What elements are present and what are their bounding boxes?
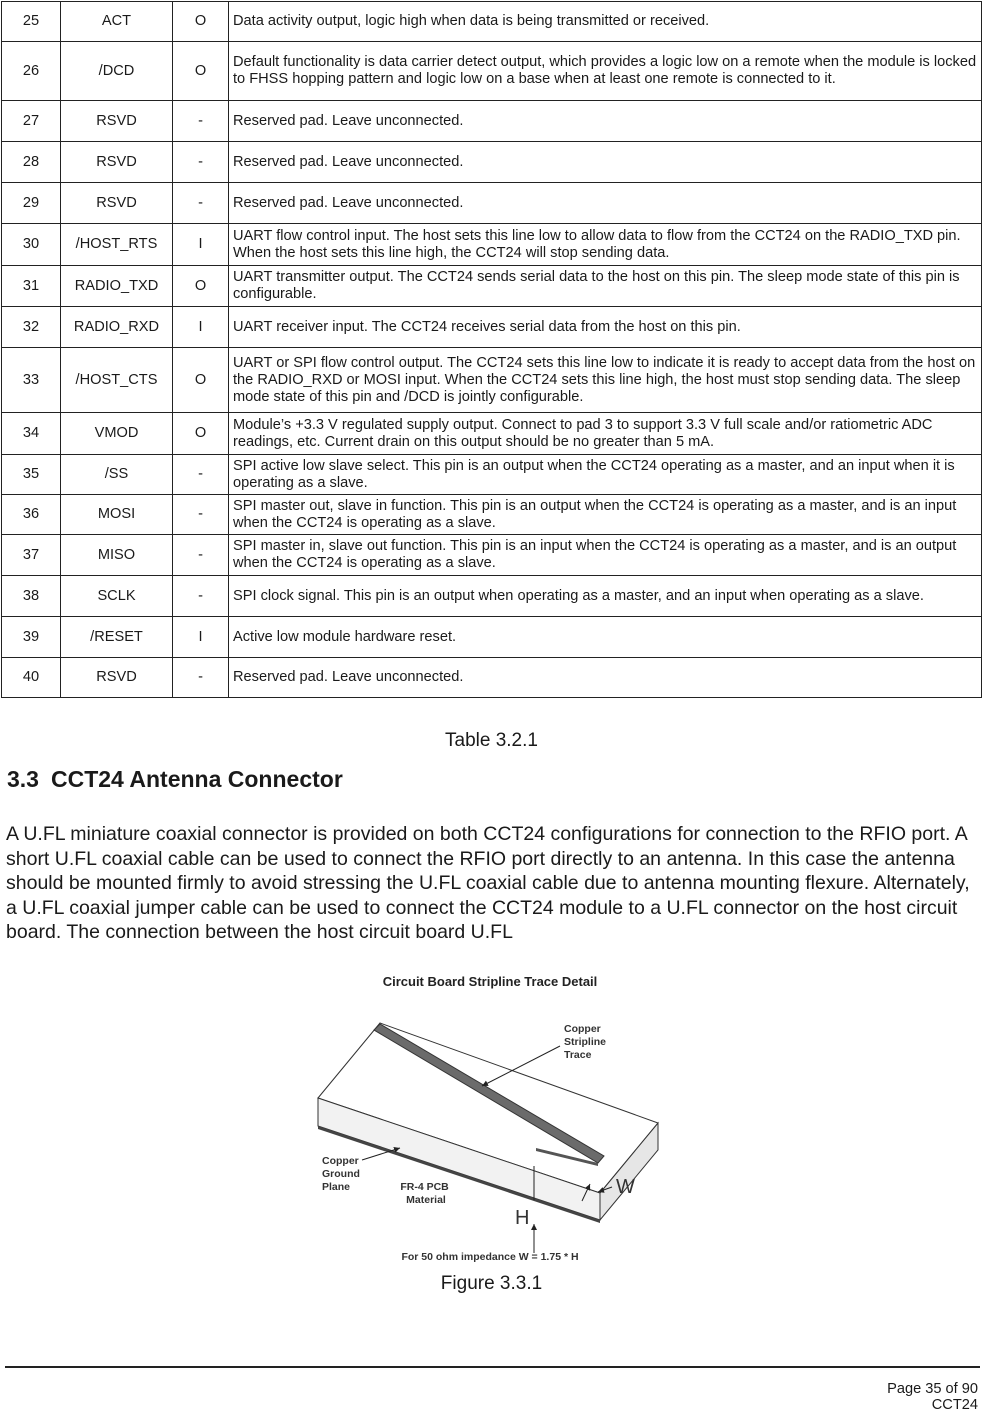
table-row xyxy=(2,266,982,307)
pin-number: 39 xyxy=(2,617,61,658)
table-row xyxy=(2,2,982,42)
pin-type: I xyxy=(173,224,229,266)
pin-number: 27 xyxy=(2,101,61,142)
pin-name: VMOD xyxy=(61,413,173,455)
pin-number: 37 xyxy=(2,535,61,576)
table-row xyxy=(2,658,982,698)
pin-description: Active low module hardware reset. xyxy=(229,617,982,658)
pin-type: O xyxy=(173,42,229,101)
pin-name: RSVD xyxy=(61,101,173,142)
table-row xyxy=(2,183,982,224)
svg-text:FR-4 PCB Material xyxy=(400,1181,451,1206)
pin-description: SPI clock signal. This pin is an output when operating as a master, and an input when operating as a slave. xyxy=(229,576,982,617)
table-row xyxy=(2,101,982,142)
pin-type: - xyxy=(173,101,229,142)
pin-number: 34 xyxy=(2,413,61,455)
pin-number: 28 xyxy=(2,142,61,183)
table-row xyxy=(2,224,982,266)
document-name: CCT24 xyxy=(931,1397,978,1413)
figure-caption: Figure 3.3.1 xyxy=(440,1273,543,1294)
pin-name: MISO xyxy=(61,535,173,576)
pin-description: UART transmitter output. The CCT24 sends serial data to the host on this pin. The sleep mode state of this pin is configurable. xyxy=(229,266,982,307)
dimension-w-label: W xyxy=(616,1176,635,1198)
pin-description: Reserved pad. Leave unconnected. xyxy=(229,658,982,698)
pin-type: O xyxy=(173,413,229,455)
pin-description: Data activity output, logic high when data is being transmitted or received. xyxy=(229,2,982,42)
pin-type: - xyxy=(173,455,229,495)
pin-description: SPI master out, slave in function. This pin is an output when the CCT24 is operating as a master, and is an input when the CCT24 is operating as a slave. xyxy=(229,495,982,535)
table-row xyxy=(2,413,982,455)
table-row xyxy=(2,455,982,495)
trace-label-line2: Stripline xyxy=(564,1036,607,1048)
pin-type: - xyxy=(173,142,229,183)
pin-description: SPI master in, slave out function. This pin is an input when the CCT24 is operating as a master, and is an output when the CCT24 is operating as a slave. xyxy=(229,535,982,576)
footer-divider xyxy=(5,1366,980,1368)
ground-label-line1: Copper xyxy=(322,1155,359,1167)
pin-number: 38 xyxy=(2,576,61,617)
pin-type: - xyxy=(173,495,229,535)
table-row xyxy=(2,495,982,535)
pin-name: RADIO_RXD xyxy=(61,307,173,348)
pin-type: - xyxy=(173,576,229,617)
pin-number: 36 xyxy=(2,495,61,535)
pin-type: O xyxy=(173,348,229,413)
pin-name: /HOST_CTS xyxy=(61,348,173,413)
ground-label-line2: Ground xyxy=(322,1168,360,1180)
pin-name: RADIO_TXD xyxy=(61,266,173,307)
pin-name: /HOST_RTS xyxy=(61,224,173,266)
table-row xyxy=(2,307,982,348)
ground-label-line3: Plane xyxy=(322,1181,351,1193)
trace-label-line3: Trace xyxy=(564,1049,592,1061)
pin-name: /SS xyxy=(61,455,173,495)
pin-number: 32 xyxy=(2,307,61,348)
table-row xyxy=(2,535,982,576)
impedance-formula: For 50 ohm impedance W = 1.75 * H xyxy=(401,1251,579,1263)
pin-description: UART flow control input. The host sets this line low to allow data to flow from the CCT24 on the RADIO_TXD pin. When the host sets this line high, the CCT24 will stop sending data. xyxy=(229,224,982,266)
pin-name: /DCD xyxy=(61,42,173,101)
svg-text:Copper Ground Plane xyxy=(322,1155,363,1193)
pin-number: 35 xyxy=(2,455,61,495)
pin-type: O xyxy=(173,266,229,307)
pin-description: Reserved pad. Leave unconnected. xyxy=(229,183,982,224)
pin-description: Module’s +3.3 V regulated supply output. Connect to pad 3 to support 3.3 V full scale and/or ratiometric ADC readings, etc. Current drain on this output should be no greater than 5 mA. xyxy=(229,413,982,455)
pin-name: MOSI xyxy=(61,495,173,535)
pin-type: O xyxy=(173,2,229,42)
pin-name: RSVD xyxy=(61,183,173,224)
pin-name: ACT xyxy=(61,2,173,42)
section-title: CCT24 Antenna Connector xyxy=(50,766,343,792)
material-label-line1: FR-4 PCB xyxy=(400,1181,449,1193)
pin-type: - xyxy=(173,658,229,698)
pin-type: - xyxy=(173,535,229,576)
pin-number: 31 xyxy=(2,266,61,307)
pin-number: 40 xyxy=(2,658,61,698)
pin-type: I xyxy=(173,307,229,348)
table-row xyxy=(2,348,982,413)
table-caption: Table 3.2.1 xyxy=(445,730,538,751)
pin-number: 33 xyxy=(2,348,61,413)
pin-description: Reserved pad. Leave unconnected. xyxy=(229,101,982,142)
pin-name: /RESET xyxy=(61,617,173,658)
section-number: 3.3 xyxy=(7,766,39,792)
pin-description: SPI active low slave select. This pin is an output when the CCT24 operating as a master, and an input when it is operating as a slave. xyxy=(229,455,982,495)
pin-description: UART or SPI flow control output. The CCT24 sets this line low to indicate it is ready to accept data from the host on the RADIO_RXD or MOSI input. When the CCT24 sets this line high, the host must stop sending data. The sleep mode state of this pin and /DCD is jointly configurable. xyxy=(229,348,982,413)
stripline-figure xyxy=(300,968,680,1268)
section-paragraph: A U.FL miniature coaxial connector is provided on both CCT24 configurations for connection to the RFIO port. A short U.FL coaxial cable can be used to connect the RFIO port directly to an antenna. In this case the antenna should be mounted firmly to avoid stressing the U.FL coaxial cable due to antenna mounting flexure. Alternately, a U.FL coaxial jumper cable can be used to connect the CCT24 module to a U.FL connector on the host circuit board. The connection between the host circuit board U.FL xyxy=(6,823,970,943)
trace-label-line1: Copper xyxy=(564,1023,601,1035)
pin-description: UART receiver input. The CCT24 receives serial data from the host on this pin. xyxy=(229,307,982,348)
table-row xyxy=(2,42,982,101)
pin-type: - xyxy=(173,183,229,224)
pin-type: I xyxy=(173,617,229,658)
pin-name: SCLK xyxy=(61,576,173,617)
section-heading xyxy=(7,766,343,793)
pin-description: Default functionality is data carrier detect output, which provides a logic low on a remote when the module is locked to FHSS hopping pattern and logic low on a base when at least one remote is connected to it. xyxy=(229,42,982,101)
figure-title: Circuit Board Stripline Trace Detail xyxy=(382,974,598,989)
dimension-h-label: H xyxy=(515,1207,530,1229)
page-footer xyxy=(887,1381,978,1413)
table-row xyxy=(2,142,982,183)
pin-name: RSVD xyxy=(61,658,173,698)
pin-number: 25 xyxy=(2,2,61,42)
pin-name: RSVD xyxy=(61,142,173,183)
pin-table xyxy=(1,1,982,698)
table-row xyxy=(2,576,982,617)
page-number: Page 35 of 90 xyxy=(887,1381,978,1397)
pin-number: 26 xyxy=(2,42,61,101)
pin-number: 29 xyxy=(2,183,61,224)
pin-number: 30 xyxy=(2,224,61,266)
material-label-line2: Material xyxy=(406,1194,446,1206)
svg-text:Copper Stripline Trace xyxy=(564,1023,609,1061)
table-row xyxy=(2,617,982,658)
pin-description: Reserved pad. Leave unconnected. xyxy=(229,142,982,183)
